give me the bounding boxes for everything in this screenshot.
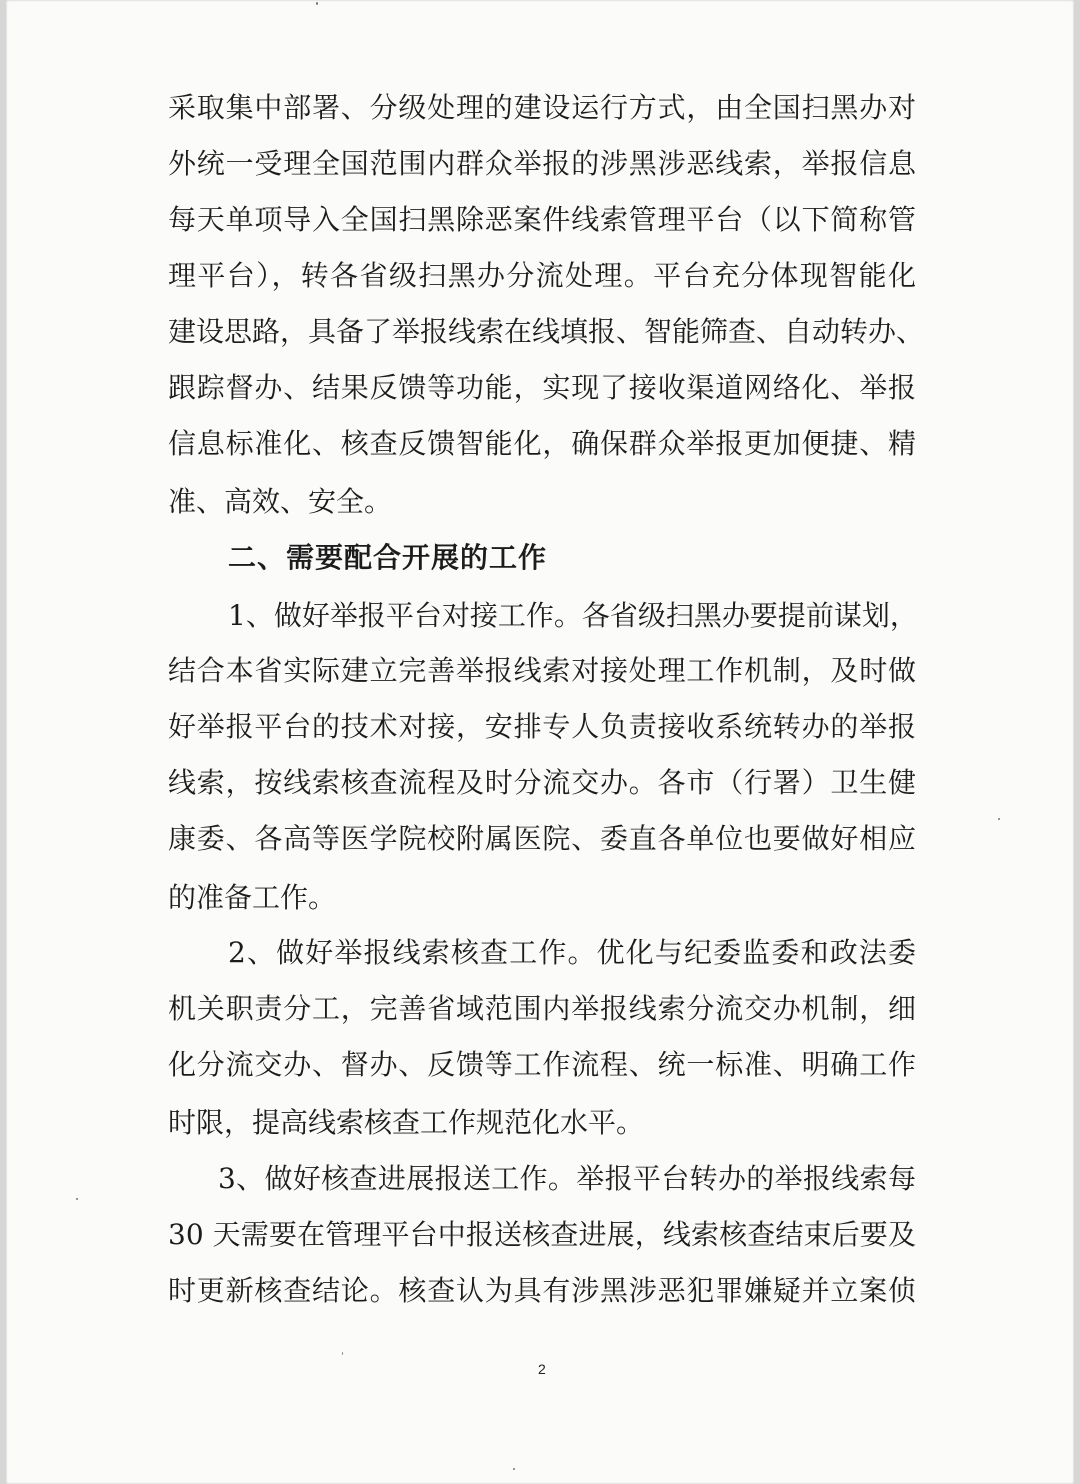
document-page xyxy=(6,0,1074,1484)
text-line: 30 天需要在管理平台中报送核查进展，线索核查结束后要及 xyxy=(168,1218,916,1251)
scan-speck xyxy=(513,1468,515,1470)
text-line: 1、做好举报平台对接工作。各省级扫黑办要提前谋划， xyxy=(228,599,918,632)
text-line: 康委、各高等医学院校附属医院、委直各单位也要做好相应 xyxy=(168,822,916,855)
text-line: 时更新核查结论。核查认为具有涉黑涉恶犯罪嫌疑并立案侦 xyxy=(168,1274,916,1307)
text-line: 线索，按线索核查流程及时分流交办。各市（行署）卫生健 xyxy=(168,766,916,799)
text-line: 的准备工作。 xyxy=(168,881,337,914)
text-line: 每天单项导入全国扫黑除恶案件线索管理平台（以下简称管 xyxy=(168,203,916,236)
text-line: 外统一受理全国范围内群众举报的涉黑涉恶线索，举报信息 xyxy=(168,147,916,180)
text-line: 理平台），转各省级扫黑办分流处理。平台充分体现智能化 xyxy=(168,259,916,292)
text-line: 好举报平台的技术对接，安排专人负责接收系统转办的举报 xyxy=(168,710,916,743)
text-line: 采取集中部署、分级处理的建设运行方式，由全国扫黑办对 xyxy=(168,91,916,124)
text-line: 时限，提高线索核查工作规范化水平。 xyxy=(168,1106,645,1139)
scan-speck xyxy=(998,818,1000,820)
text-line: 化分流交办、督办、反馈等工作流程、统一标准、明确工作 xyxy=(168,1048,916,1081)
text-line: 机关职责分工，完善省域范围内举报线索分流交办机制，细 xyxy=(168,992,916,1025)
page-number: 2 xyxy=(538,1361,546,1377)
scan-speck xyxy=(76,1198,78,1200)
scan-speck xyxy=(342,1352,343,1355)
text-line: 结合本省实际建立完善举报线索对接处理工作机制，及时做 xyxy=(168,654,916,687)
text-line: 跟踪督办、结果反馈等功能，实现了接收渠道网络化、举报 xyxy=(168,371,916,404)
section-heading: 二、需要配合开展的工作 xyxy=(228,541,548,574)
scan-speck xyxy=(316,2,318,5)
text-line: 准、高效、安全。 xyxy=(168,485,393,518)
text-line: 2、做好举报线索核查工作。优化与纪委监委和政法委 xyxy=(228,936,916,969)
text-line: 信息标准化、核查反馈智能化，确保群众举报更加便捷、精 xyxy=(168,427,916,460)
text-line: 3、做好核查进展报送工作。举报平台转办的举报线索每 xyxy=(218,1162,916,1195)
text-line: 建设思路，具备了举报线索在线填报、智能筛查、自动转办、 xyxy=(168,315,925,348)
